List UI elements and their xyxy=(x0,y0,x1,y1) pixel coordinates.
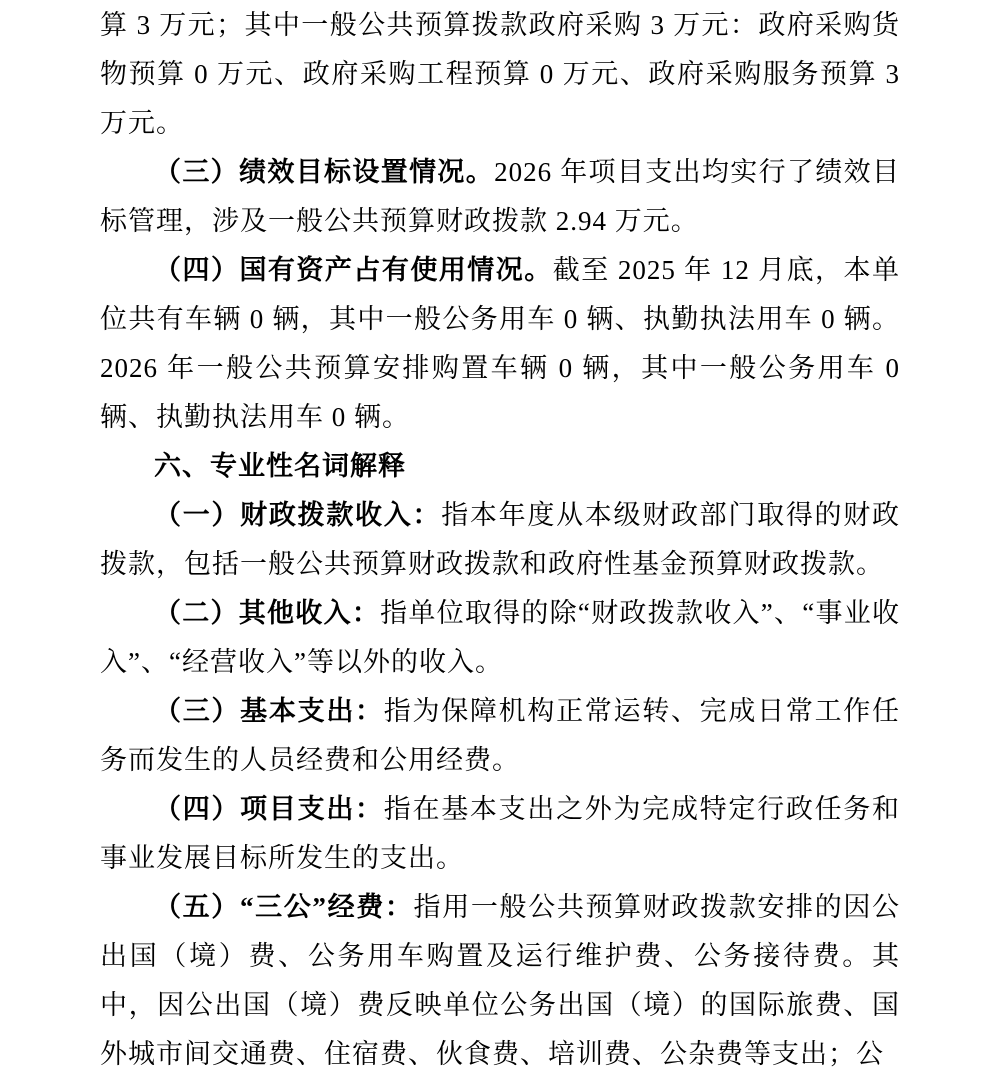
paragraph-lead: （四）项目支出： xyxy=(154,794,384,824)
section-heading-terms: 六、专业性名词解释 xyxy=(154,451,406,481)
paragraph-state-assets xyxy=(100,246,900,442)
paragraph-performance-targets xyxy=(100,148,900,246)
paragraph-lead: （四）国有资产占有使用情况。 xyxy=(154,255,553,285)
paragraph-term-fiscal-appropriation-income xyxy=(100,491,900,589)
paragraph-term-basic-expenditure xyxy=(100,687,900,785)
paragraph-text: 截至 2025 年 12 月底，本单位共有车辆 0 辆，其中一般公务用车 0 辆、执勤执法用车 0 辆。2026 年一般公共预算安排购置车辆 0 辆，其中一般公务用车 0 辆、执勤执法用车 0 辆。 xyxy=(100,255,901,432)
paragraph-text: 指单位取得的除“财政拨款收入”、“事业收入”、“经营收入”等以外的收入。 xyxy=(100,598,901,677)
paragraph-procurement-continuation xyxy=(100,1,900,148)
paragraph-text: 2026 年项目支出均实行了绩效目标管理，涉及一般公共预算财政拨款 2.94 万元。 xyxy=(100,157,900,236)
paragraph-text: 指用一般公共预算财政拨款安排的因公出国（境）费、公务用车购置及运行维护费、公务接待费。其中，因公出国（境）费反映单位公务出国（境）的国际旅费、国外城市间交通费、住宿费、伙食费、培训费、公杂费等支出；公 xyxy=(100,892,901,1069)
paragraph-term-other-income xyxy=(100,589,900,687)
paragraph-text: 指本年度从本级财政部门取得的财政拨款，包括一般公共预算财政拨款和政府性基金预算财政拨款。 xyxy=(100,500,901,579)
paragraph-lead: （五）“三公”经费： xyxy=(154,892,414,922)
paragraph-text: 指在基本支出之外为完成特定行政任务和事业发展目标所发生的支出。 xyxy=(100,794,901,873)
paragraph-text: 指为保障机构正常运转、完成日常工作任务而发生的人员经费和公用经费。 xyxy=(100,696,901,775)
paragraph-lead: （三）绩效目标设置情况。 xyxy=(154,157,495,187)
paragraph-term-project-expenditure xyxy=(100,785,900,883)
paragraph-lead: （一）财政拨款收入： xyxy=(154,500,442,530)
paragraph-text: 算 3 万元；其中一般公共预算拨款政府采购 3 万元：政府采购货物预算 0 万元、政府采购工程预算 0 万元、政府采购服务预算 3 万元。 xyxy=(100,10,900,138)
paragraph-term-three-public-funds xyxy=(100,883,900,1079)
paragraph-lead: （三）基本支出： xyxy=(154,696,384,726)
paragraph-lead: （二）其他收入： xyxy=(154,598,381,628)
